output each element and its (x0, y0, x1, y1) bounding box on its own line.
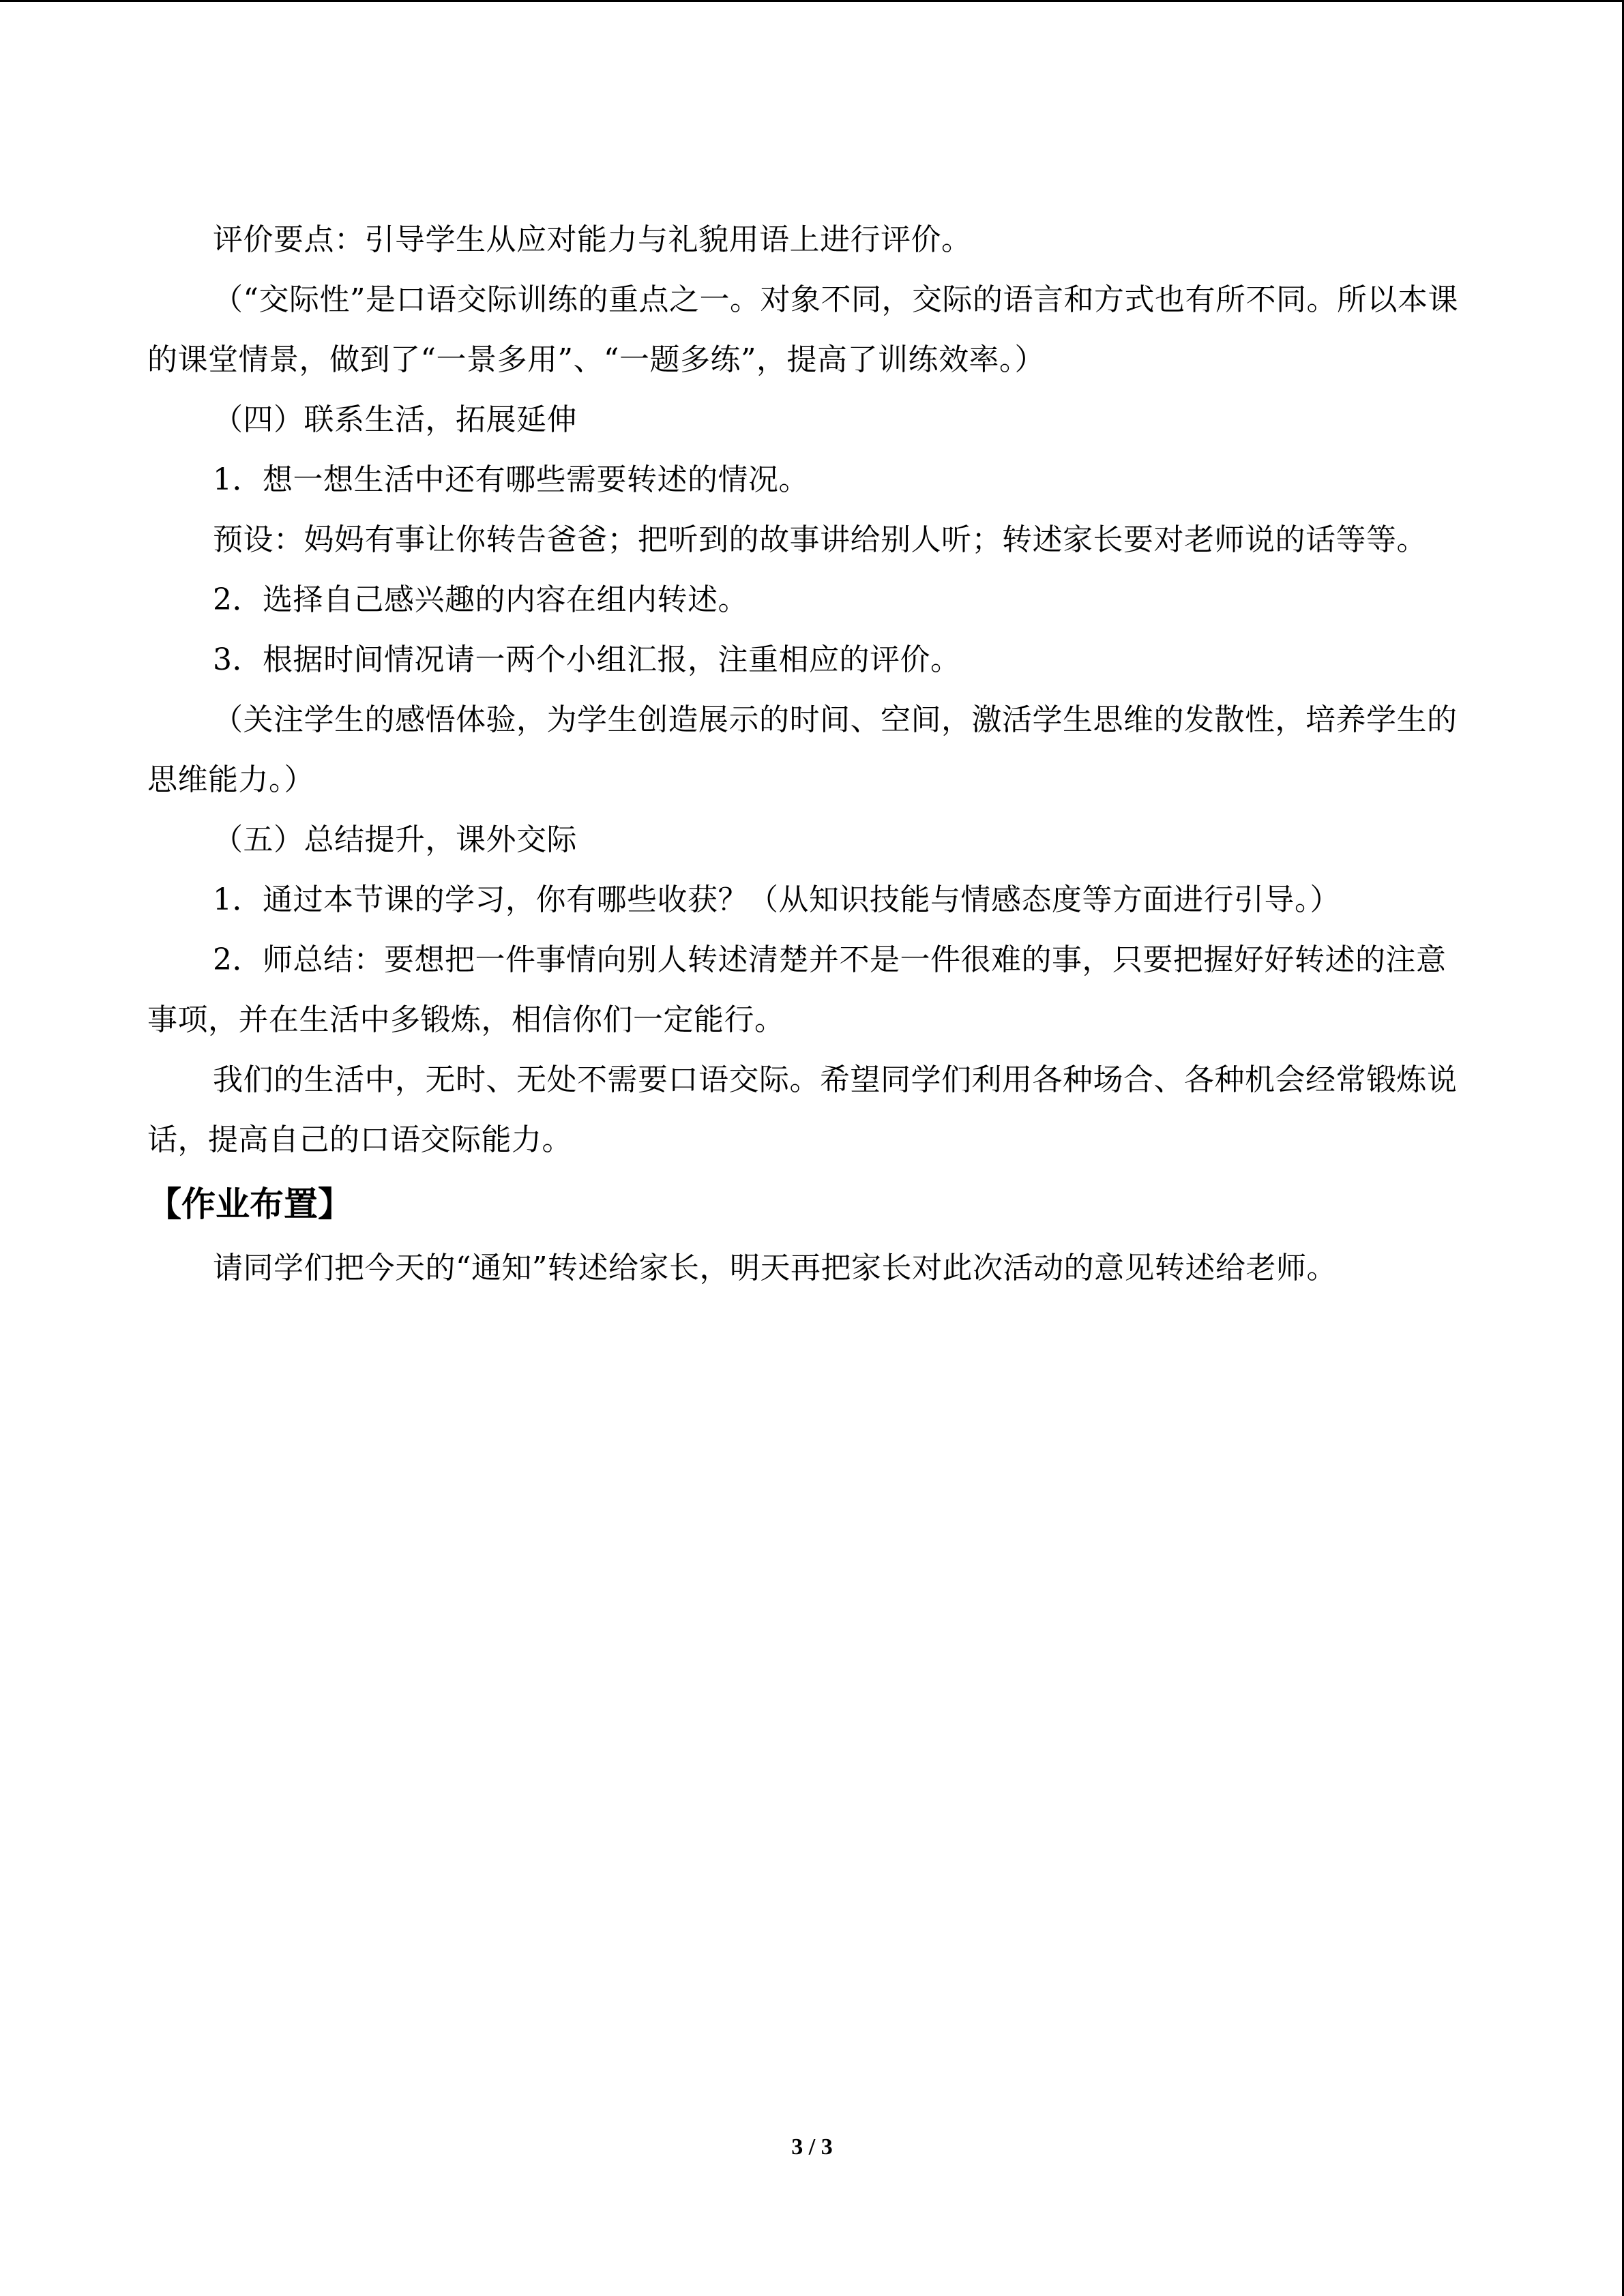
paragraph-item-3: 3．根据时间情况请一两个小组汇报，注重相应的评价。 (213, 642, 961, 677)
page-number: 3 / 3 (791, 2134, 833, 2160)
paragraph-preset: 预设：妈妈有事让你转告爸爸；把听到的故事讲给别人听；转述家长要对老师说的话等等。 (213, 522, 1427, 557)
homework-heading: 【作业布置】 (147, 1184, 352, 1224)
paragraph-evaluation-points: 评价要点：引导学生从应对能力与礼貌用语上进行评价。 (213, 222, 972, 257)
paragraph-item-1: 1．想一想生活中还有哪些需要转述的情况。 (213, 462, 809, 497)
paragraph-communication-note: （“交际性”是口语交际训练的重点之一。对象不同，交际的语言和方式也有所不同。所以本课的课堂情景，做到了“一景多用”、“一题多练”，提高了训练效率。） (147, 282, 1458, 377)
section-heading-four: （四）联系生活，拓展延伸 (213, 402, 577, 437)
paragraph-closing: 我们的生活中，无时、无处不需要口语交际。希望同学们利用各种场合、各种机会经常锻炼说话，提高自己的口语交际能力。 (147, 1062, 1458, 1157)
document-body (147, 210, 1463, 1298)
paragraph-item-2: 2．选择自己感兴趣的内容在组内转述。 (213, 582, 748, 617)
homework-text: 请同学们把今天的“通知”转述给家长，明天再把家长对此次活动的意见转述给老师。 (213, 1251, 1337, 1285)
paragraph-summary-item-1: 1．通过本节课的学习，你有哪些收获？（从知识技能与情感态度等方面进行引导。） (213, 882, 1340, 917)
paragraph-summary-item-2: 2．师总结：要想把一件事情向别人转述清楚并不是一件很难的事，只要把握好好转述的注意事项，并在生活中多锻炼，相信你们一定能行。 (147, 942, 1447, 1037)
page-top-border (0, 0, 1624, 2)
section-heading-five: （五）总结提升，课外交际 (213, 822, 577, 857)
paragraph-thinking-note: （关注学生的感悟体验，为学生创造展示的时间、空间，激活学生思维的发散性，培养学生的思维能力。） (147, 702, 1458, 797)
